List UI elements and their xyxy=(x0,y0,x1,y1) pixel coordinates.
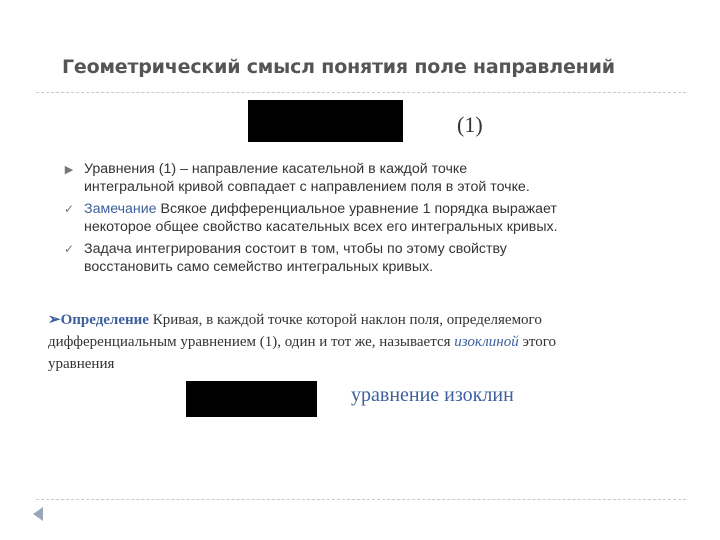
bullet-list xyxy=(62,160,662,280)
arrow-bullet-icon: ➢ xyxy=(48,312,61,328)
definition-line-2-end: этого xyxy=(518,334,557,350)
triangle-bullet-icon: ▶ xyxy=(64,164,74,176)
bullet-line-1: Задача интегрирования состоит в том, чтобы по этому свойству xyxy=(84,241,507,257)
bottom-divider xyxy=(36,499,686,500)
definition-line-3: уравнения xyxy=(48,356,115,372)
isocline-term: изоклиной xyxy=(454,334,519,350)
definition-term: Определение xyxy=(60,312,149,328)
slide-title: Геометрический смысл понятия поле направлений xyxy=(62,56,615,78)
definition-line-2: дифференциальным уравнением (1), один и тот же, называется xyxy=(48,334,455,350)
isocline-equation-redacted xyxy=(186,381,317,417)
bullet-item xyxy=(62,160,662,196)
equation-number: (1) xyxy=(457,112,483,137)
definition-block xyxy=(48,309,688,375)
definition-line-1: Кривая, в каждой точке которой наклон поля, определяемого xyxy=(148,312,542,328)
bullet-line-2: некоторое общее свойство касательных всех его интегральных кривых. xyxy=(84,219,558,235)
check-bullet-icon: ✓ xyxy=(63,242,75,256)
bullet-line-2: восстановить само семейство интегральных кривых. xyxy=(84,259,434,275)
check-bullet-icon: ✓ xyxy=(63,202,75,216)
bullet-item xyxy=(62,200,662,236)
equation-1-redacted xyxy=(248,100,403,142)
isocline-equation-label: уравнение изоклин xyxy=(351,384,514,406)
remark-label: Замечание xyxy=(84,201,157,217)
bullet-line-1: Уравнения (1) – направление касательной в каждой точке xyxy=(84,161,468,177)
bullet-item xyxy=(62,240,662,276)
bullet-line-2: интегральной кривой совпадает с направлением поля в этой точке. xyxy=(84,179,530,195)
top-divider xyxy=(36,92,686,93)
previous-slide-icon[interactable] xyxy=(33,507,43,521)
bullet-line-1: Всякое дифференциальное уравнение 1 порядка выражает xyxy=(156,201,557,217)
